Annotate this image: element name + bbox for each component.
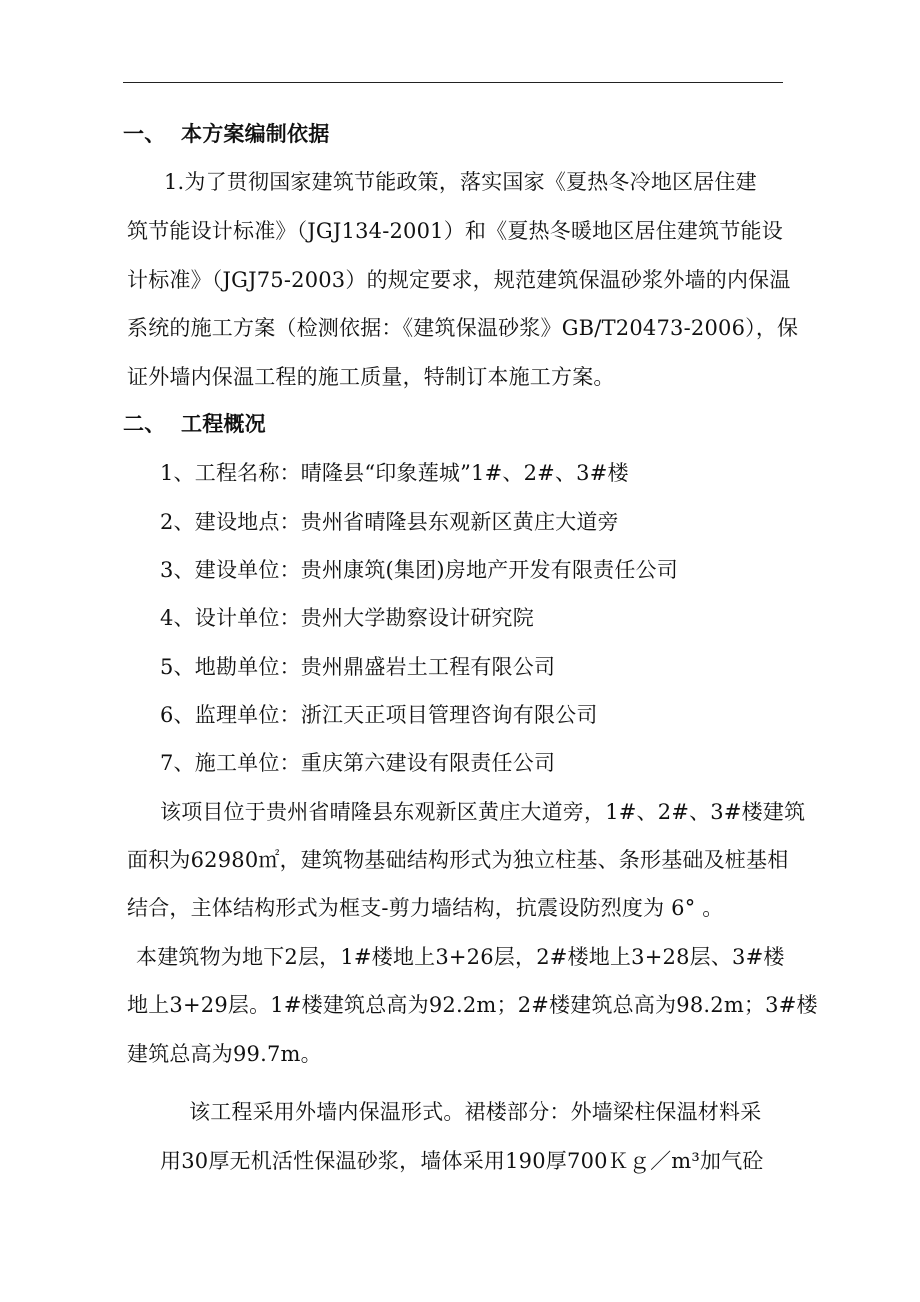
paragraph-line: 用30厚无机活性保温砂浆，墙体采用190厚700Ｋｇ／m³加气砼 [160, 1149, 764, 1173]
list-item: 4、设计单位：贵州大学勘察设计研究院 [160, 606, 534, 630]
paragraph-line: 计标准》（JGJ75-2003）的规定要求，规范建筑保温砂浆外墙的内保温 [127, 268, 791, 292]
paragraph-line: 地上3+29层。1#楼建筑总高为92.2m；2#楼建筑总高为98.2m；3#楼 [127, 993, 818, 1017]
section-number: 一、 [123, 122, 166, 146]
paragraph-line: 建筑总高为99.7m。 [127, 1042, 322, 1066]
header-rule [123, 82, 783, 83]
list-item: 3、建设单位：贵州康筑(集团)房地产开发有限责任公司 [160, 558, 678, 582]
section-title: 工程概况 [181, 412, 266, 436]
paragraph-line: 结合，主体结构形式为框支-剪力墙结构，抗震设防烈度为 6° 。 [127, 896, 724, 920]
section-heading [123, 409, 266, 439]
list-item: 6、监理单位：浙江天正项目管理咨询有限公司 [160, 703, 598, 727]
section-heading [123, 119, 329, 149]
section-title: 本方案编制依据 [181, 122, 330, 146]
paragraph-line: 该工程采用外墙内保温形式。裙楼部分：外墙梁柱保温材料采 [189, 1100, 762, 1124]
section-number: 二、 [123, 412, 166, 436]
paragraph-line: 面积为62980㎡，建筑物基础结构形式为独立柱基、条形基础及桩基相 [127, 848, 789, 872]
list-item: 7、施工单位：重庆第六建设有限责任公司 [160, 751, 556, 775]
list-item: 1、工程名称：晴隆县“印象莲城”1#、2#、3#楼 [160, 461, 629, 485]
paragraph-line: 证外墙内保温工程的施工质量，特制订本施工方案。 [127, 365, 615, 389]
paragraph-line: 1.为了贯彻国家建筑节能政策，落实国家《夏热冬冷地区居住建 [164, 170, 757, 194]
paragraph-line: 系统的施工方案（检测依据：《建筑保温砂浆》GB/T20473-2006），保 [127, 316, 799, 340]
paragraph-line: 筑节能设计标准》（JGJ134-2001）和《夏热冬暖地区居住建筑节能设 [127, 219, 783, 243]
list-item: 2、建设地点：贵州省晴隆县东观新区黄庄大道旁 [160, 510, 619, 534]
paragraph-line: 本建筑物为地下2层，1#楼地上3+26层，2#楼地上3+28层、3#楼 [136, 945, 785, 969]
list-item: 5、地勘单位：贵州鼎盛岩土工程有限公司 [160, 655, 556, 679]
paragraph-line: 该项目位于贵州省晴隆县东观新区黄庄大道旁，1#、2#、3#楼建筑 [160, 800, 806, 824]
